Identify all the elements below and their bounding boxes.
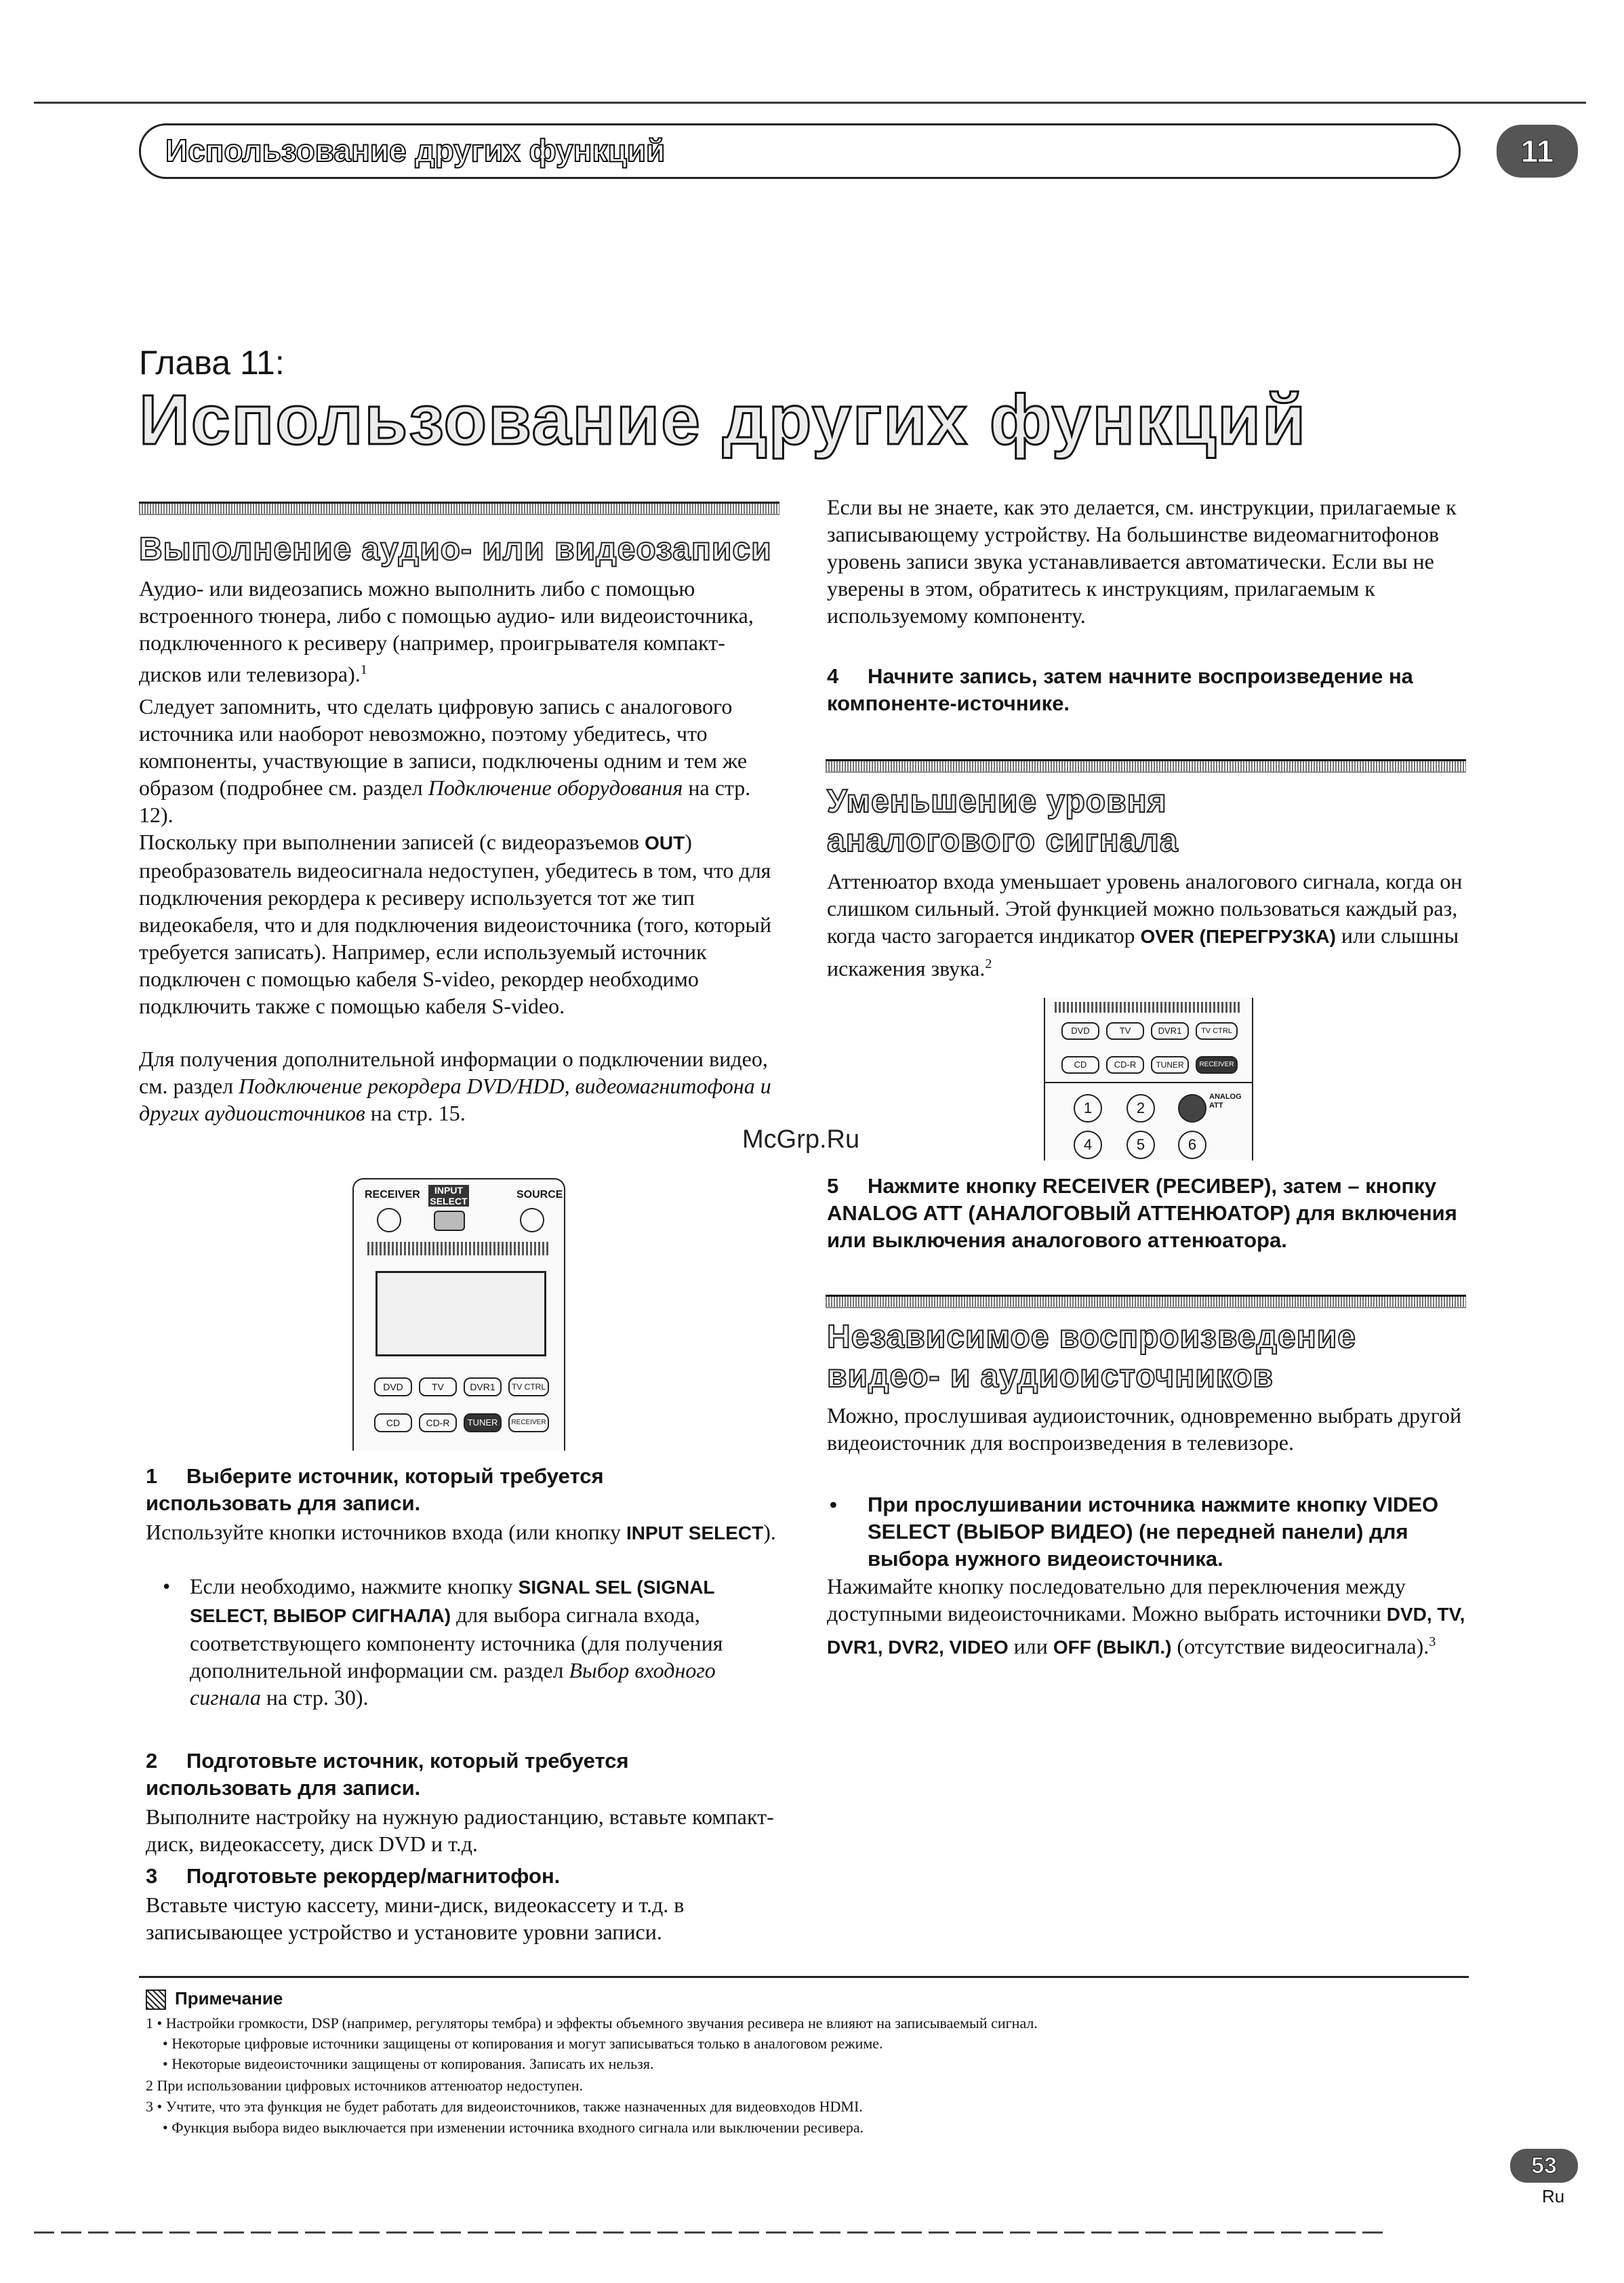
power-icon: [377, 1208, 401, 1232]
paragraph-text: Аттенюатор входа уменьшает уровень аналогового сигнала, когда он слишком сильный. Этой функцией можно пользоваться каждый раз, когда часто загорается индикатор: [827, 869, 1463, 948]
button-name: SIGNAL SEL (SIGNAL SELECT, ВЫБОР СИГНАЛА): [190, 1577, 715, 1626]
step-title: Выберите источник, который требуется использовать для записи.: [146, 1464, 604, 1515]
paragraph-text: Нажимайте кнопку последовательно для переключения между доступными видеоисточниками. Можно выбрать источники: [827, 1574, 1406, 1625]
paragraph: [139, 575, 779, 688]
watermark: McGrp.Ru: [742, 1125, 860, 1154]
bullet-icon: •: [830, 1493, 837, 1516]
step-number: 1: [146, 1464, 158, 1488]
step-number: 4: [827, 664, 839, 688]
button-name: OUT: [645, 832, 685, 853]
paragraph-text: Для получения дополнительной информации о подключении видео, см. раздел: [139, 1047, 768, 1098]
notes-rule: [139, 1976, 1469, 1978]
dvd-button: DVD: [374, 1377, 412, 1396]
note-item: • Функция выбора видео выключается при изменении источника входного сигнала или выключении ресивера.: [163, 2119, 864, 2136]
header-bar: [139, 123, 1461, 179]
note-item: 1 • Настройки громкости, DSP (например, регуляторы тембра) и эффекты объемного звучания ресивера не влияют на записываемый сигнал.: [146, 2015, 1038, 2032]
source-power-icon: [520, 1208, 544, 1232]
remote-divider: [1045, 1082, 1252, 1083]
paragraph: [827, 1573, 1467, 1661]
paragraph: [827, 868, 1467, 982]
dvr-button: DVR1: [464, 1377, 502, 1396]
remote-label-strip: [367, 1242, 550, 1255]
step-title: Нажмите кнопку RECEIVER (РЕСИВЕР), затем – кнопку ANALOG ATT (АНАЛОГОВЫЙ АТТЕНЮАТОР) для включения или выключения аналогового аттенюатора.: [827, 1174, 1457, 1252]
paragraph-text: или слышны искажения звука.: [827, 923, 1459, 981]
paragraph-text: Поскольку при выполнении записей (с видеоразъемов: [139, 830, 645, 854]
tv-ctrl-button: TV CTRL: [508, 1377, 549, 1396]
footnote-ref: 3: [1429, 1634, 1436, 1649]
paragraph-text: на стр. 15.: [365, 1101, 466, 1125]
step-number: 2: [146, 1749, 158, 1773]
cd-button: CD: [1061, 1056, 1099, 1074]
paragraph-text: Следует запомнить, что сделать цифровую запись с аналогового источника или наоборот невозможно, поэтому убедитесь, что компоненты, участвующие в записи, подключены одним и тем же образом (подробнее см. раздел: [139, 694, 748, 800]
analog-att-button: [1178, 1094, 1206, 1123]
note-icon: [146, 1989, 166, 2010]
step-title: Подготовьте рекордер/магнитофон.: [186, 1864, 561, 1888]
paragraph: [139, 693, 779, 828]
footnote-ref: 2: [985, 956, 992, 971]
paragraph: Можно, прослушивая аудиоисточник, одновременно выбрать другой видеоисточник для воспроизведения в телевизоре.: [827, 1403, 1462, 1455]
paragraph-text: Используйте кнопки источников входа (или кнопку: [146, 1520, 626, 1544]
tv-button: TV: [1106, 1022, 1144, 1040]
dvd-button: DVD: [1061, 1022, 1099, 1040]
button-name: OVER (ПЕРЕГРУЗКА): [1140, 926, 1336, 947]
receiver-label: RECEIVER: [365, 1189, 420, 1200]
section-divider: [139, 502, 779, 515]
section-title-recording: Выполнение аудио- или видеозаписи: [139, 531, 772, 567]
paragraph-text: ) преобразователь видеосигнала недоступен, убедитесь в том, что для подключения рекордера к ресиверу используется тот же тип видеокабеля, что и для подключения видеоисточника (того, который требуется записать). Например, если используемый источник подключен с помощью кабеля S-video, рекордер необходимо подключить также с помощью кабеля S-video.: [139, 830, 772, 1018]
step-number: 3: [146, 1864, 158, 1888]
tv-button: TV: [419, 1377, 457, 1396]
paragraph-text: Аудио- или видеозапись можно выполнить либо с помощью встроенного тюнера, либо с помощью аудио- или видеоисточника, подключенного к ресиверу (например, проигрывателя компакт-дисков или телевизора).: [139, 576, 754, 687]
bullet-signal-select: [163, 1573, 786, 1711]
input-select-label: INPUT SELECT: [428, 1185, 469, 1207]
section-title-independent-playback: Независимое воспроизведение видео- и аудиоисточников: [827, 1319, 1356, 1394]
chapter-label: Глава 11:: [139, 344, 285, 382]
step-title: Подготовьте источник, который требуется использовать для записи.: [146, 1749, 629, 1800]
cd-r-button: CD-R: [419, 1413, 457, 1432]
remote-illustration-top: [352, 1178, 565, 1451]
step-1-heading: [146, 1463, 722, 1517]
paragraph-text: на стр. 12).: [139, 775, 751, 827]
bottom-scan-line: [34, 2231, 1389, 2234]
cross-reference: Выбор входного сигнала: [190, 1658, 716, 1710]
footnote-ref: 1: [360, 662, 367, 677]
remote-lcd-display: [375, 1271, 546, 1356]
tv-ctrl-button: TV CTRL: [1196, 1022, 1238, 1040]
input-select-button: [434, 1211, 465, 1231]
analog-att-label: ANALOG ATT: [1209, 1093, 1242, 1110]
number-button-5: 5: [1126, 1131, 1155, 1159]
source-label: SOURCE: [516, 1189, 563, 1200]
page-number-badge: 53: [1510, 2149, 1578, 2183]
step-2-heading: [146, 1747, 722, 1802]
language-label: Ru: [1542, 2186, 1565, 2206]
note-item: 2 При использовании цифровых источников аттенюатор недоступен.: [146, 2077, 584, 2094]
step-title: Начните запись, затем начните воспроизведение на компоненте-источнике.: [827, 664, 1413, 715]
button-name: DVD, TV, DVR1, DVR2, VIDEO: [827, 1604, 1465, 1658]
paragraph-text: на стр. 30).: [260, 1685, 369, 1710]
paragraph-text: (отсутствие видеосигнала).: [1171, 1634, 1429, 1659]
cross-reference: Подключение рекордера DVD/HDD, видеомагнитофона и других аудиоисточников: [139, 1074, 771, 1125]
note-item: • Некоторые видеоисточники защищены от копирования. Записать их нельзя.: [163, 2055, 654, 2072]
cd-button: CD: [374, 1413, 412, 1432]
paragraph-text: Если необходимо, нажмите кнопку: [190, 1574, 519, 1598]
number-button-1: 1: [1074, 1094, 1102, 1123]
number-button-2: 2: [1126, 1094, 1155, 1123]
paragraph: [139, 828, 779, 1019]
receiver-button: RECEIVER: [508, 1413, 549, 1432]
bullet-icon: •: [163, 1574, 171, 1598]
step-4-heading: [827, 663, 1467, 717]
bullet-video-select: [827, 1491, 1467, 1573]
number-button-6: 6: [1178, 1131, 1206, 1159]
paragraph-text: или: [1008, 1634, 1053, 1659]
paragraph-text: ).: [763, 1520, 776, 1544]
section-divider: [826, 1295, 1466, 1308]
step-1-text: [146, 1518, 779, 1547]
section-divider: [826, 759, 1466, 773]
step-number: 5: [827, 1174, 839, 1198]
chapter-title: Использование других функций: [139, 381, 1307, 460]
section-title-analog-att: Уменьшение уровня аналогового сигнала: [827, 784, 1179, 859]
step-5-heading: [827, 1173, 1467, 1254]
dvr-button: DVR1: [1151, 1022, 1189, 1040]
number-button-4: 4: [1074, 1131, 1102, 1159]
step-2-text: Выполните настройку на нужную радиостанцию, вставьте компакт-диск, видеокассету, диск DVD и т.д.: [146, 1804, 774, 1856]
cross-reference: Подключение оборудования: [428, 775, 683, 800]
remote-illustration-buttons: [1044, 998, 1253, 1160]
receiver-button: RECEIVER: [1196, 1056, 1238, 1074]
remote-label-strip: [1055, 1002, 1241, 1013]
step-title: При прослушивании источника нажмите кнопку VIDEO SELECT (ВЫБОР ВИДЕО) (не передней панели) для выбора нужного видеоисточника.: [868, 1493, 1439, 1571]
button-name: INPUT SELECT: [626, 1522, 764, 1543]
tuner-button: TUNER: [1151, 1056, 1189, 1074]
paragraph: [139, 1045, 779, 1127]
tuner-button: TUNER: [464, 1413, 502, 1432]
paragraph-text: для выбора сигнала входа, соответствующего компоненту источника (для получения дополнительной информации см. раздел: [190, 1602, 723, 1682]
note-item: • Некоторые цифровые источники защищены от копирования и могут записываться только в аналоговом режиме.: [163, 2035, 883, 2052]
top-scan-line: [34, 102, 1586, 104]
paragraph: Если вы не знаете, как это делается, см. инструкции, прилагаемые к записывающему устройству. На большинстве видеомагнитофонов уровень записи звука устанавливается автоматически. Если вы не уверены в этом, обратитесь к инструкциям, прилагаемым к используемому компоненту.: [827, 495, 1457, 628]
notes-title: Примечание: [175, 1988, 283, 2008]
note-item: 3 • Учтите, что эта функция не будет работать для видеоисточников, также назначенных для видеовходов HDMI.: [146, 2098, 863, 2115]
header-title: Использование других функций: [165, 133, 666, 168]
button-name: OFF (ВЫКЛ.): [1053, 1636, 1172, 1658]
step-3-text: Вставьте чистую кассету, мини-диск, видеокассету и т.д. в записывающее устройство и установите уровни записи.: [146, 1893, 685, 1944]
chapter-badge: 11: [1497, 125, 1578, 178]
step-3-heading: [146, 1863, 779, 1890]
cd-r-button: CD-R: [1106, 1056, 1144, 1074]
